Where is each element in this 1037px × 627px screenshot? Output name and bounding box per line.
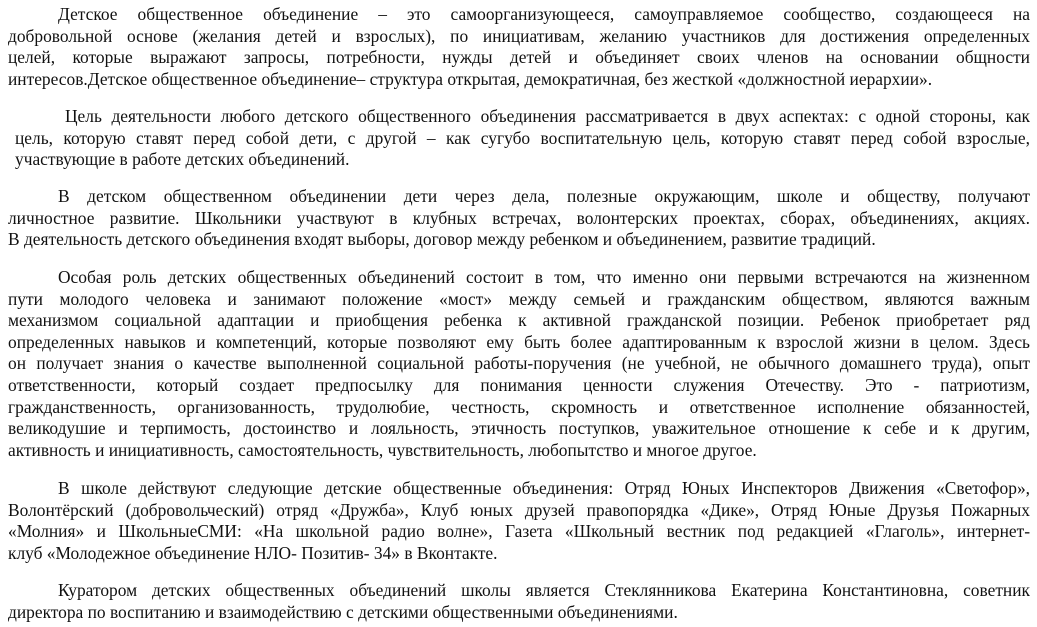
text-line: Детское общественное объединение – это самоорганизующееся, самоуправляемое сообщество, создающееся на (58, 4, 1030, 24)
text-line: интересов.Детское общественное объединение– структура открытая, демократичная, без жесткой «должностной иерархии». (8, 68, 933, 89)
text-line: «Молния» и ШкольныеСМИ: «На школьной радио волне», Газета «Школьный вестник под редакцией «Глаголь», интернет- (8, 521, 1030, 542)
paragraph-purpose (15, 106, 1030, 171)
text-line: В школе действуют следующие детские общественные объединения: Отряд Юных Инспекторов Движения «Светофор», (58, 478, 1030, 498)
text-line: клуб «Молодежное объединение НЛО- Позитив- 34» в Вконтакте. (8, 542, 498, 563)
text-line: директора по воспитанию и взаимодействию с детскими общественными объединениями. (8, 601, 678, 622)
paragraph-special-role (8, 267, 1030, 461)
text-line: гражданственность, организованность, трудолюбие, честность, скромность и ответственное исполнение обязанностей, (8, 396, 1030, 417)
text-line: определенных навыков и компетенций, которые позволяют ему быть более адаптированным к взрослой жизни в целом. Здесь (8, 331, 1030, 352)
text-line: Волонтёрский (добровольческий) отряд «Дружба», Клуб юных друзей правопорядка «Дике», Отряд Юные Друзья Пожарных (8, 499, 1030, 520)
paragraph-definition (8, 4, 1030, 90)
text-line: добровольной основе (желания детей и взрослых), по инициативам, желанию участников для достижения определенных (8, 25, 1030, 46)
text-line: ответственности, который создает предпосылку для понимания ценности служения Отечеству. Это - патриотизм, (8, 374, 1030, 395)
paragraph-school-associations (8, 478, 1030, 564)
paragraph-curator (8, 580, 1030, 623)
text-line: великодушие и терпимость, достоинство и лояльность, этичность поступков, уважительное отношение к себе и к другим, (8, 418, 1030, 439)
text-line: Цель деятельности любого детского общественного объединения рассматривается в двух аспектах: с одной стороны, как (65, 106, 1030, 126)
text-line: пути молодого человека и занимают положение «мост» между семьей и гражданским обществом, являются важным (8, 288, 1030, 309)
text-line: механизмом социальной адаптации и приобщения ребенка к активной гражданской позиции. Ребенок приобретает ряд (8, 310, 1030, 331)
text-line: участвующие в работе детских объединений. (15, 149, 350, 170)
text-line: Особая роль детских общественных объединений состоит в том, что именно они первыми встречаются на жизненном (58, 267, 1030, 287)
text-line: Куратором детских общественных объединений школы является Стеклянникова Екатерина Константиновна, советник (58, 580, 1030, 600)
paragraph-activities (8, 186, 1030, 251)
text-line: активность и инициативность, самостоятельность, чувствительность, любопытство и многое другое. (8, 439, 757, 460)
text-line: цель, которую ставят перед собой дети, с другой – как сугубо воспитательную цель, которую ставят перед собой взрослые, (15, 127, 1030, 148)
text-line: В детском общественном объединении дети через дела, полезные окружающим, школе и обществу, получают (58, 186, 1030, 206)
text-line: он получает знания о качестве выполненной социальной работы-поручения (не учебной, не обычного домашнего труда), опыт (8, 353, 1030, 374)
text-line: В деятельность детского объединения входят выборы, договор между ребенком и объединением, развитие традиций. (8, 229, 876, 250)
text-line: целей, которые выражают запросы, потребности, нужды детей и объединяет своих членов на основании общности (8, 47, 1030, 68)
text-line: личностное развитие. Школьники участвуют в клубных встречах, волонтерских проектах, сборах, объединениях, акциях. (8, 207, 1030, 228)
